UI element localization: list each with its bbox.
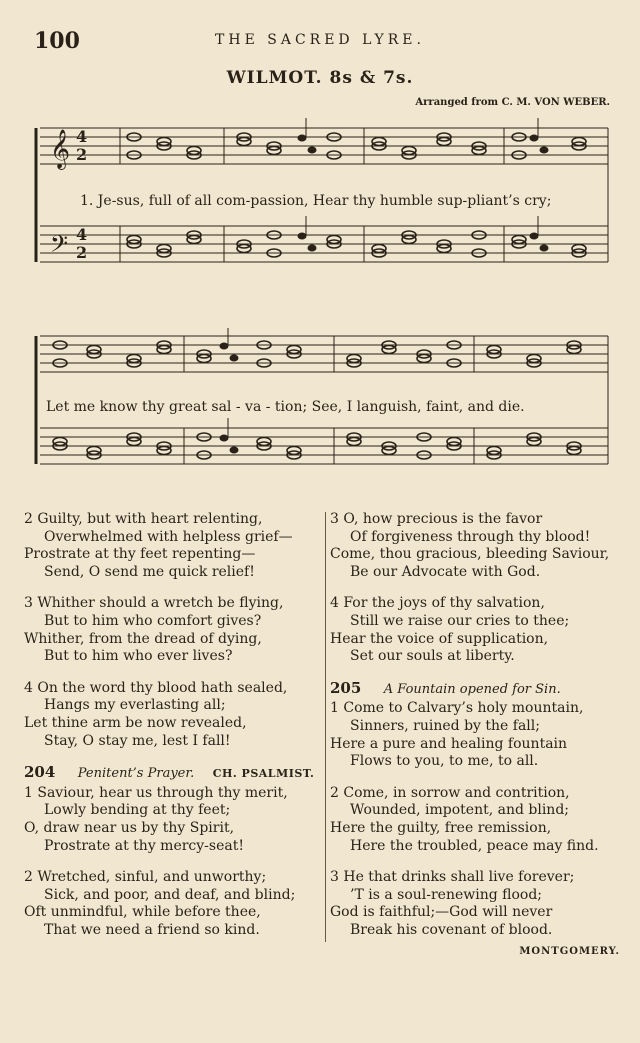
verse-line: Oft unmindful, while before thee,	[24, 904, 261, 921]
note-head	[530, 135, 538, 141]
verse-line: Come, thou gracious, bleeding Saviour,	[330, 546, 610, 563]
note-head	[308, 147, 316, 153]
verse-line: Still we raise our cries to thee;	[350, 612, 570, 629]
verse-line: Lowly bending at thy feet;	[44, 802, 231, 819]
treble-clef: 𝄞	[50, 129, 71, 169]
verse-line: Break his covenant of blood.	[350, 921, 553, 938]
note-head	[220, 435, 228, 441]
hymn-author: MONTGOMERY.	[519, 946, 620, 958]
note-head	[298, 233, 306, 239]
verse-line: 2 Guilty, but with heart relenting,	[24, 511, 263, 527]
page-number: 100	[34, 28, 80, 54]
verse-line: Hangs my everlasting all;	[44, 697, 226, 714]
note-head	[230, 355, 238, 361]
verse-line: That we need a friend so kind.	[44, 921, 260, 938]
hymn-source: CH. PSALMIST.	[212, 767, 315, 781]
verse-4	[24, 680, 324, 750]
hymn-number: 205	[330, 678, 362, 697]
verse-line: Here the troubled, peace may find.	[350, 837, 599, 854]
verse-line: Sinners, ruined by the fall;	[350, 717, 540, 734]
hymn-205-heading	[330, 680, 620, 699]
lyric-line-1: 1. Je-sus, full of all com-passion, Hear thy humble sup-pliant’s cry;	[80, 193, 552, 209]
verse-2	[24, 511, 324, 581]
verse-line: 2 Come, in sorrow and contrition,	[330, 784, 570, 801]
verse-line: ’T is a soul-renewing flood;	[350, 886, 543, 903]
verse-3	[24, 595, 324, 665]
verse-line: Let thine arm be now revealed,	[24, 714, 247, 731]
lyric-line-2: Let me know thy great sal - va - tion; See, I languish, faint, and die.	[46, 399, 525, 415]
note-head	[298, 135, 306, 141]
verse-line: 3 Whither should a wretch be flying,	[24, 595, 284, 612]
hymn-title: A Fountain opened for Sin.	[383, 681, 561, 697]
verse-line: Here the guilty, free remission,	[330, 819, 552, 836]
verse-line: Sick, and poor, and deaf, and blind;	[44, 886, 296, 903]
verse-line: Prostrate at thy mercy-seat!	[44, 837, 244, 854]
note-head	[540, 147, 548, 153]
time-signature: 4	[76, 225, 88, 244]
hymn-204-heading	[24, 764, 324, 783]
verse-line: Of forgiveness through thy blood!	[350, 528, 591, 545]
verse-line: 1 Saviour, hear us through thy merit,	[24, 784, 288, 801]
verse-line: 2 Wretched, sinful, and unworthy;	[24, 869, 267, 886]
verse-line: 3 He that drinks shall live forever;	[330, 869, 575, 886]
hymn-title: Penitent’s Prayer.	[77, 766, 195, 782]
verse-line: 4 For the joys of thy salvation,	[330, 595, 545, 612]
bass-clef: 𝄢	[50, 230, 69, 263]
hymn-205-verse-2	[330, 785, 620, 855]
hymn-number: 204	[24, 763, 56, 782]
verse-line: 4 On the word thy blood hath sealed,	[24, 679, 288, 696]
verse-line: 1 Come to Calvary’s holy mountain,	[330, 700, 584, 717]
verse-line: Wounded, impotent, and blind;	[350, 802, 569, 819]
right-column	[330, 511, 620, 961]
verse-line: Set our souls at liberty.	[350, 648, 515, 665]
column-divider	[325, 512, 326, 942]
verse-line: But to him who ever lives?	[44, 648, 233, 665]
time-signature: 4	[76, 127, 88, 146]
note-head	[540, 245, 548, 251]
verse-3	[330, 511, 620, 581]
hymn-204-verse-2	[24, 869, 324, 939]
tune-title: WILMOT. 8s & 7s.	[226, 68, 414, 88]
hymn-205-verse-1	[330, 700, 620, 770]
verse-line: But to him who comfort gives?	[44, 612, 262, 629]
left-column	[24, 511, 324, 953]
arranger-credit: Arranged from C. M. VON WEBER.	[415, 97, 610, 108]
verse-line: Overwhelmed with helpless grief—	[44, 528, 293, 545]
verse-line: Be our Advocate with God.	[350, 563, 541, 580]
verse-line: Prostrate at thy feet repenting—	[24, 546, 256, 563]
time-signature: 2	[76, 243, 88, 262]
verse-line: Stay, O stay me, lest I fall!	[44, 732, 231, 749]
time-signature: 2	[76, 145, 88, 164]
verse-line: God is faithful;—God will never	[330, 904, 553, 921]
verse-line: Here a pure and healing fountain	[330, 735, 568, 752]
verse-line: 3 O, how precious is the favor	[330, 511, 543, 527]
verse-line: Flows to you, to me, to all.	[350, 753, 539, 770]
hymn-204-verse-1	[24, 785, 324, 855]
note-head	[230, 447, 238, 453]
verse-line: Hear the voice of supplication,	[330, 630, 549, 647]
note-head	[308, 245, 316, 251]
staff-notation-2	[34, 328, 614, 508]
note-head	[220, 343, 228, 349]
verse-4	[330, 595, 620, 665]
verse-line: Whither, from the dread of dying,	[24, 630, 262, 647]
verse-line: Send, O send me quick relief!	[44, 563, 255, 580]
music-system-2	[34, 328, 614, 508]
note-head	[530, 233, 538, 239]
verse-line: O, draw near us by thy Spirit,	[24, 819, 235, 836]
running-head: THE SACRED LYRE.	[215, 32, 425, 48]
hymn-205-verse-3	[330, 869, 620, 939]
